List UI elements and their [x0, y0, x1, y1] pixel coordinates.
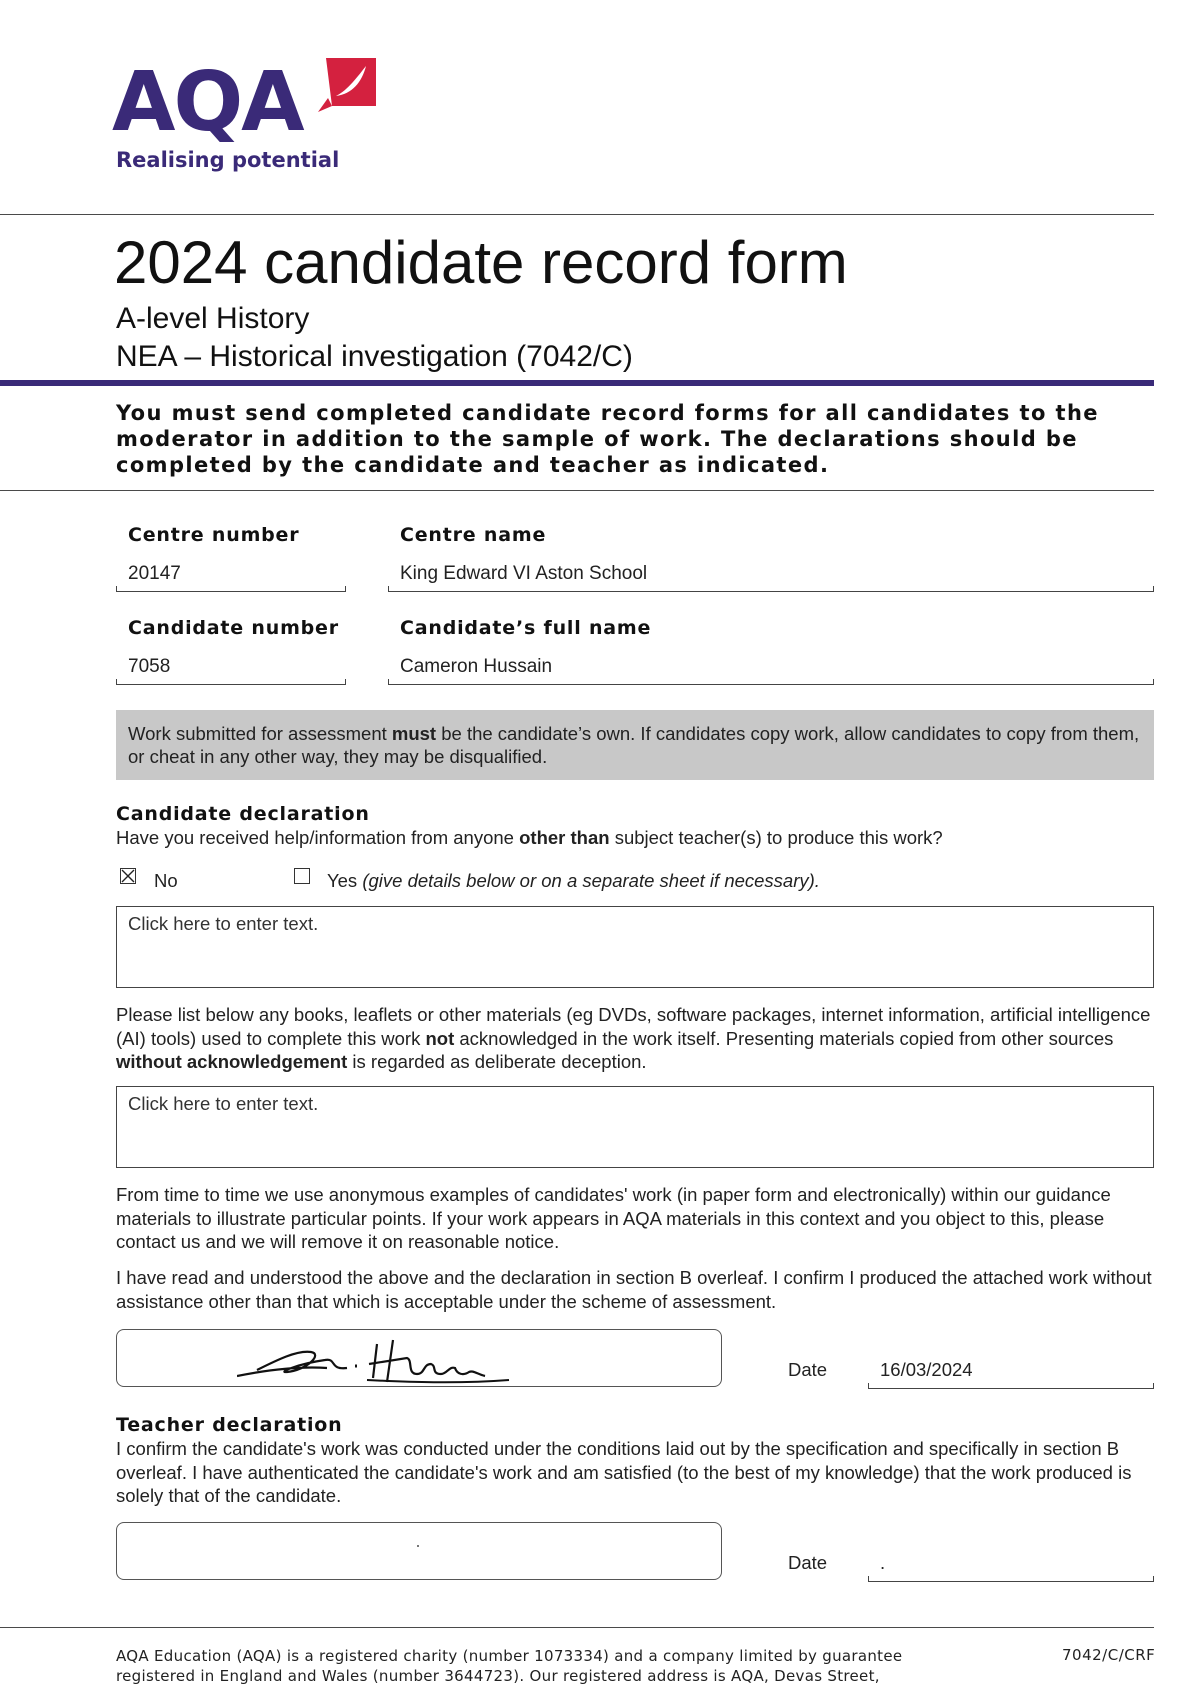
teacher-date-underline [868, 1576, 1154, 1582]
materials-text: acknowledged in the work itself. Presenting materials copied from other sources [454, 1027, 1114, 1049]
candidate-date-underline [868, 1383, 1154, 1389]
candidate-number-field[interactable]: 7058 [128, 656, 171, 677]
intro-instructions: You must send completed candidate record forms for all candidates to the moderator in addition to the sample of work. The declarations should be completed by the candidate and teacher as indicated. [116, 401, 1099, 477]
candidate-signature-box[interactable] [116, 1329, 722, 1387]
divider [0, 214, 1154, 215]
candidate-signature-image [237, 1330, 537, 1388]
signature-dot [417, 1545, 419, 1547]
footer-divider [0, 1627, 1154, 1628]
yes-option-note: (give details below or on a separate sheet if necessary). [362, 870, 820, 891]
centre-number-field[interactable]: 20147 [128, 563, 181, 584]
yes-option-label: Yes [327, 870, 358, 891]
no-option-label: No [154, 870, 178, 891]
logo-wordmark: AQA [112, 55, 303, 150]
form-code: 7042/C/CRF [1062, 1646, 1156, 1664]
centre-name-underline [388, 586, 1154, 592]
notice-text: Work submitted for assessment [128, 723, 392, 744]
candidate-name-underline [388, 679, 1154, 685]
materials-text: is regarded as deliberate deception. [347, 1051, 647, 1072]
component-title: NEA – Historical investigation (7042/C) [116, 340, 633, 373]
teacher-signature-box[interactable] [116, 1522, 722, 1580]
footer-legal-text: AQA Education (AQA) is a registered charity (number 1073334) and a company limited by guarantee registered in England and Wales (number 3644723). Our registered address is AQA, Devas Street, [116, 1647, 903, 1685]
yes-option [327, 870, 820, 892]
candidate-name-label: Candidate’s full name [400, 617, 652, 639]
teacher-declaration-text: I confirm the candidate's work was conducted under the conditions laid out by the specification and specifically in section B overleaf. I have authenticated the candidate's work and am satisfied (to the best of my knowledge) that the work produced is solely that of the candidate. [116, 1438, 1132, 1506]
logo-flag-icon [318, 56, 378, 114]
teacher-date-label: Date [788, 1552, 828, 1573]
materials-emphasis: without acknowledgement [116, 1051, 348, 1072]
no-checkbox[interactable] [120, 868, 136, 884]
teacher-date-field[interactable]: . [880, 1552, 886, 1573]
aqa-logo [112, 52, 412, 182]
candidate-date-label: Date [788, 1359, 828, 1380]
centre-name-label: Centre name [400, 524, 547, 546]
page-title: 2024 candidate record form [114, 229, 848, 296]
question-emphasis: other than [519, 827, 610, 848]
divider [0, 490, 1154, 491]
materials-instructions [116, 1003, 1156, 1074]
help-details-textbox[interactable]: Click here to enter text. [116, 906, 1154, 988]
materials-textbox[interactable]: Click here to enter text. [116, 1086, 1154, 1168]
candidate-number-underline [116, 679, 346, 685]
centre-number-underline [116, 586, 346, 592]
question-text: subject teacher(s) to produce this work? [609, 827, 943, 848]
checkbox-cross-icon [121, 869, 135, 883]
teacher-declaration-heading: Teacher declaration [116, 1414, 343, 1436]
candidate-number-label: Candidate number [128, 617, 339, 639]
title-divider [0, 380, 1154, 386]
centre-name-field[interactable]: King Edward VI Aston School [400, 563, 648, 584]
candidate-declaration-heading: Candidate declaration [116, 803, 370, 825]
warning-notice [116, 710, 1154, 780]
help-question [116, 826, 1156, 850]
candidate-confirmation: I have read and understood the above and the declaration in section B overleaf. I confirm I produced the attached work without assistance other than that which is acceptable under the scheme of assessment. [116, 1267, 1152, 1312]
candidate-name-field[interactable]: Cameron Hussain [400, 656, 553, 677]
yes-checkbox[interactable] [294, 868, 310, 884]
materials-text: Please list below any books, leaflets or other materials (eg DVDs, software packages, internet information, artificial intelligence (AI) tools) used to complete this work [116, 1004, 1151, 1049]
candidate-date-field[interactable]: 16/03/2024 [880, 1359, 973, 1380]
notice-text: be the candidate’s own. If candidates copy work, allow candidates to copy from them, or cheat in any other way, they may be disqualified. [128, 723, 1140, 767]
question-text: Have you received help/information from anyone [116, 827, 520, 848]
materials-emphasis: not [425, 1027, 455, 1049]
qualification-title: A-level History [116, 302, 310, 335]
notice-emphasis: must [391, 723, 437, 744]
anonymous-use-notice: From time to time we use anonymous examples of candidates' work (in paper form and electronically) within our guidance materials to illustrate particular points. If your work appears in AQA materials in this context and you object to this, please contact us and we will remove it on reasonable notice. [116, 1184, 1111, 1252]
logo-tagline: Realising potential [116, 148, 340, 172]
centre-number-label: Centre number [128, 524, 300, 546]
